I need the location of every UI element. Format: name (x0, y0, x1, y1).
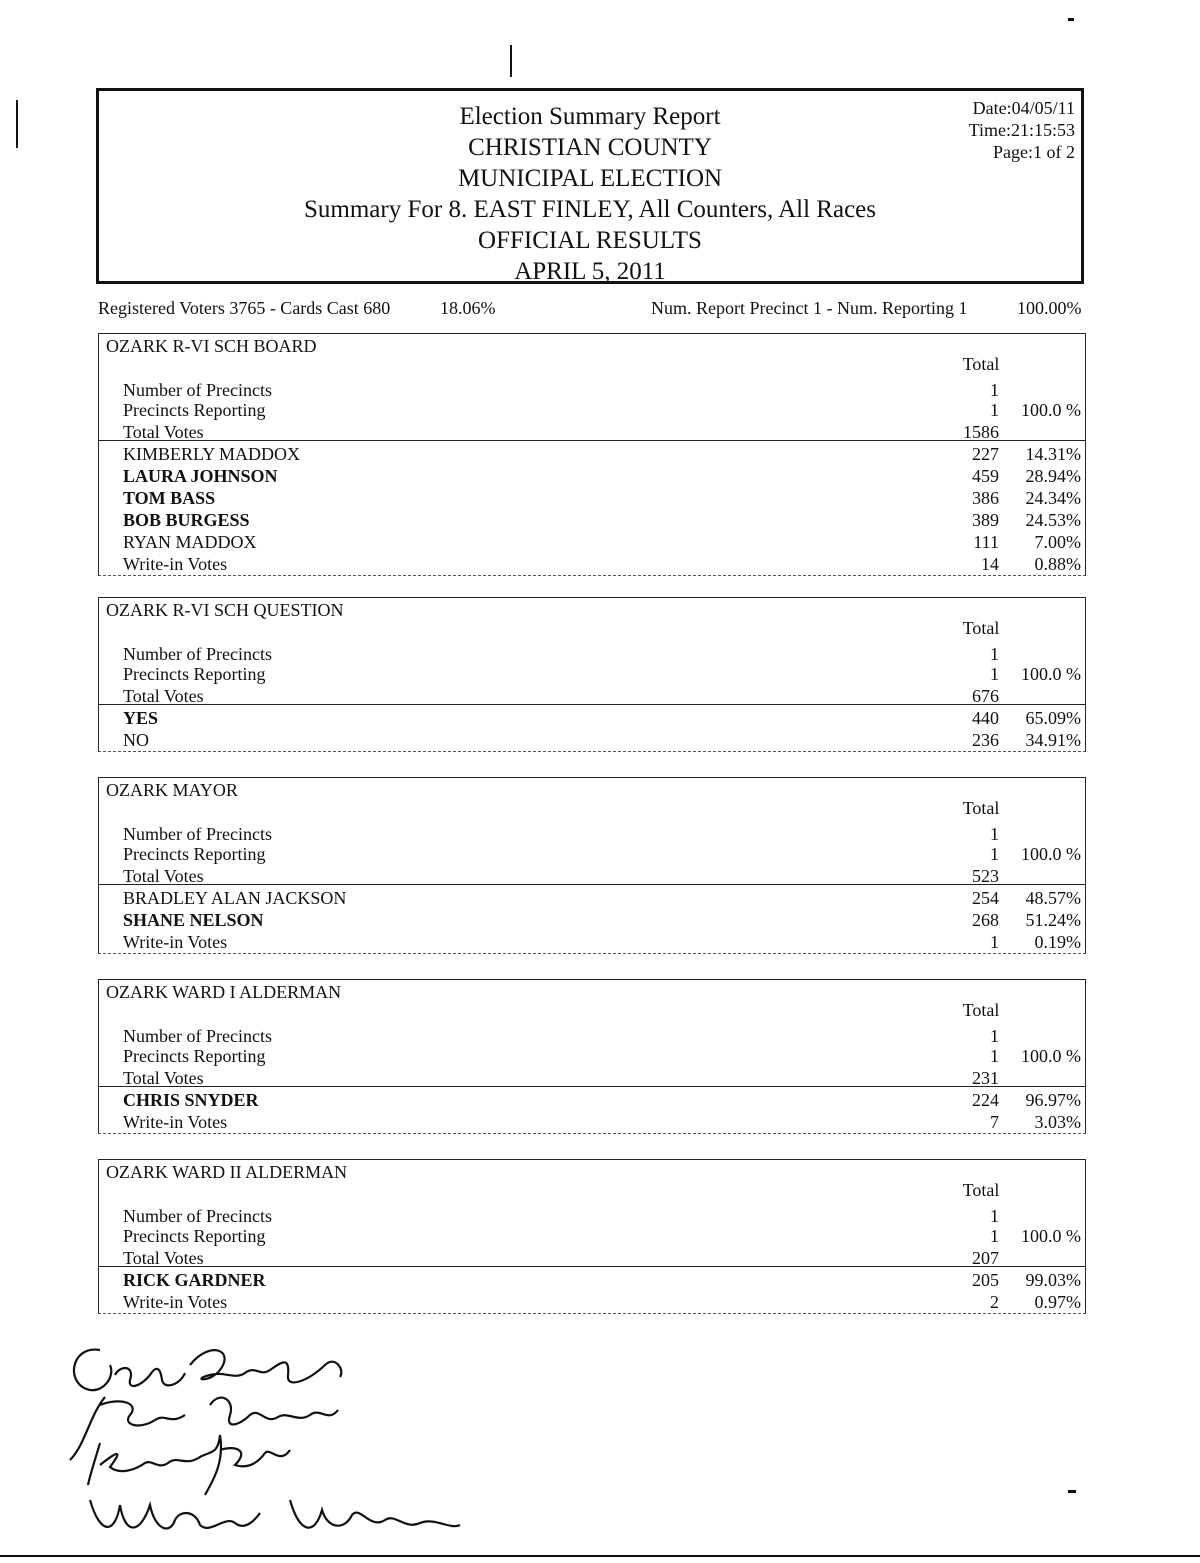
row-votes: 2 (990, 1292, 999, 1312)
race-section (98, 1159, 1086, 1313)
section-end-line (98, 1313, 1086, 1314)
race-title: OZARK R-VI SCH BOARD (106, 336, 317, 356)
number-of-precincts-row (99, 1026, 1085, 1048)
candidate-row (99, 1090, 1085, 1112)
row-label: BOB BURGESS (123, 510, 250, 530)
row-label: BRADLEY ALAN JACKSON (123, 888, 347, 908)
row-percent: 48.57% (1025, 888, 1081, 908)
signatures (60, 1335, 480, 1555)
row-percent: 51.24% (1025, 910, 1081, 930)
total-header: Total (962, 798, 1000, 818)
number-of-precincts-row (99, 644, 1085, 666)
votes-divider (99, 1266, 1085, 1267)
row-votes: 1 (990, 1226, 999, 1246)
election-date: APRIL 5, 2011 (514, 258, 666, 285)
race-title: OZARK MAYOR (106, 780, 238, 800)
row-label: SHANE NELSON (123, 910, 264, 930)
row-label: Total Votes (123, 1068, 204, 1088)
row-percent: 28.94% (1025, 466, 1081, 486)
row-label: Number of Precincts (123, 1206, 272, 1226)
row-percent: 0.19% (1034, 932, 1081, 952)
precincts-reporting-row (99, 400, 1085, 422)
precincts-reporting-row (99, 664, 1085, 686)
candidate-row (99, 910, 1085, 932)
row-label: Total Votes (123, 1248, 204, 1268)
row-label: LAURA JOHNSON (123, 466, 278, 486)
scan-mark (1068, 1490, 1076, 1493)
candidate-row (99, 554, 1085, 576)
number-of-precincts-row (99, 1206, 1085, 1228)
row-votes: 1 (990, 932, 999, 952)
reporting-percent: 100.00% (1017, 298, 1082, 318)
row-votes: 1 (990, 1026, 999, 1046)
section-end-line (98, 575, 1086, 576)
row-percent: 100.0 % (1021, 1226, 1081, 1246)
row-percent: 100.0 % (1021, 1046, 1081, 1066)
section-end-line (98, 751, 1086, 752)
row-label: YES (123, 708, 159, 728)
page-number: Page:1 of 2 (993, 142, 1075, 162)
row-votes: 523 (972, 866, 999, 886)
registered-voters: Registered Voters 3765 - Cards Cast 680 (98, 298, 391, 318)
row-label: Precincts Reporting (123, 1226, 266, 1246)
row-votes: 207 (972, 1248, 999, 1268)
row-votes: 254 (972, 888, 999, 908)
scan-mark (16, 100, 18, 148)
row-percent: 3.03% (1034, 1112, 1081, 1132)
row-label: Total Votes (123, 866, 204, 886)
candidate-row (99, 466, 1085, 488)
row-votes: 676 (972, 686, 999, 706)
row-label: Precincts Reporting (123, 1046, 266, 1066)
row-percent: 24.53% (1025, 510, 1081, 530)
row-label: Precincts Reporting (123, 664, 266, 684)
header-meta (969, 97, 1075, 163)
candidate-row (99, 488, 1085, 510)
section-end-line (98, 1133, 1086, 1134)
precincts-reporting-row (99, 1226, 1085, 1248)
election-name: MUNICIPAL ELECTION (457, 165, 723, 192)
total-header: Total (962, 1000, 1000, 1020)
row-percent: 34.91% (1025, 730, 1081, 750)
row-votes: 1 (990, 1046, 999, 1066)
report-time: Time:21:15:53 (968, 120, 1075, 140)
row-label: Precincts Reporting (123, 400, 266, 420)
race-section (98, 597, 1086, 751)
row-label: Number of Precincts (123, 824, 272, 844)
row-label: Write-in Votes (123, 932, 228, 952)
row-label: RYAN MADDOX (123, 532, 257, 552)
candidate-row (99, 1270, 1085, 1292)
precincts-reporting-row (99, 1046, 1085, 1068)
candidate-row (99, 1112, 1085, 1134)
row-votes: 231 (972, 1068, 999, 1088)
row-votes: 459 (972, 466, 999, 486)
row-votes: 440 (972, 708, 999, 728)
report-header (96, 88, 1084, 284)
total-header: Total (962, 1180, 1000, 1200)
row-label: Total Votes (123, 422, 204, 442)
results-status: OFFICIAL RESULTS (478, 227, 702, 254)
row-percent: 99.03% (1025, 1270, 1081, 1290)
candidate-row (99, 1292, 1085, 1314)
row-votes: 1 (990, 664, 999, 684)
row-label: Number of Precincts (123, 644, 272, 664)
row-votes: 236 (972, 730, 999, 750)
race-title: OZARK WARD II ALDERMAN (106, 1162, 348, 1182)
turnout-percent: 18.06% (440, 298, 496, 318)
report-date: Date:04/05/11 (972, 98, 1075, 118)
row-votes: 1 (990, 644, 999, 664)
row-percent: 14.31% (1025, 444, 1081, 464)
row-label: Number of Precincts (123, 1026, 272, 1046)
votes-divider (99, 1086, 1085, 1087)
candidate-row (99, 708, 1085, 730)
summary-for: Summary For 8. EAST FINLEY, All Counters, All Races (304, 196, 876, 223)
total-header: Total (962, 618, 1000, 638)
votes-divider (99, 440, 1085, 441)
row-votes: 1 (990, 400, 999, 420)
row-label: Total Votes (123, 686, 204, 706)
row-votes: 111 (973, 532, 999, 552)
total-header: Total (962, 354, 1000, 374)
row-percent: 0.88% (1034, 554, 1081, 574)
row-label: NO (123, 730, 149, 750)
row-percent: 24.34% (1025, 488, 1081, 508)
race-title: OZARK WARD I ALDERMAN (106, 982, 342, 1002)
row-percent: 96.97% (1025, 1090, 1081, 1110)
candidate-row (99, 888, 1085, 910)
row-label: TOM BASS (123, 488, 216, 508)
race-section (98, 979, 1086, 1133)
row-votes: 227 (972, 444, 999, 464)
row-label: Write-in Votes (123, 554, 228, 574)
row-percent: 100.0 % (1021, 844, 1081, 864)
row-label: KIMBERLY MADDOX (123, 444, 301, 464)
row-percent: 65.09% (1025, 708, 1081, 728)
candidate-row (99, 444, 1085, 466)
row-label: RICK GARDNER (123, 1270, 266, 1290)
candidate-row (99, 730, 1085, 752)
candidate-row (99, 510, 1085, 532)
number-of-precincts-row (99, 380, 1085, 402)
county-name: CHRISTIAN COUNTY (468, 134, 712, 161)
precincts-reporting-row (99, 844, 1085, 866)
race-title: OZARK R-VI SCH QUESTION (106, 600, 344, 620)
row-label: Number of Precincts (123, 380, 272, 400)
row-votes: 1 (990, 824, 999, 844)
candidate-row (99, 932, 1085, 954)
votes-divider (99, 704, 1085, 705)
row-votes: 389 (972, 510, 999, 530)
race-section (98, 777, 1086, 953)
row-votes: 1586 (963, 422, 999, 442)
row-percent: 7.00% (1034, 532, 1081, 552)
row-votes: 268 (972, 910, 999, 930)
header-titles (99, 101, 1081, 287)
row-percent: 100.0 % (1021, 664, 1081, 684)
row-label: Precincts Reporting (123, 844, 266, 864)
precinct-reporting: Num. Report Precinct 1 - Num. Reporting 1 (651, 298, 968, 318)
row-percent: 0.97% (1034, 1292, 1081, 1312)
scan-edge (0, 1555, 1200, 1557)
row-label: Write-in Votes (123, 1112, 228, 1132)
candidate-row (99, 532, 1085, 554)
row-votes: 386 (972, 488, 999, 508)
number-of-precincts-row (99, 824, 1085, 846)
row-percent: 100.0 % (1021, 400, 1081, 420)
report-title: Election Summary Report (459, 103, 721, 130)
race-section (98, 333, 1086, 575)
scan-mark (1068, 18, 1074, 21)
row-votes: 7 (990, 1112, 999, 1132)
row-votes: 1 (990, 380, 999, 400)
row-label: Write-in Votes (123, 1292, 228, 1312)
row-votes: 1 (990, 844, 999, 864)
section-end-line (98, 953, 1086, 954)
scan-mark (510, 45, 512, 77)
row-votes: 14 (981, 554, 999, 574)
row-votes: 1 (990, 1206, 999, 1226)
row-votes: 224 (972, 1090, 999, 1110)
votes-divider (99, 884, 1085, 885)
row-votes: 205 (972, 1270, 999, 1290)
row-label: CHRIS SNYDER (123, 1090, 259, 1110)
